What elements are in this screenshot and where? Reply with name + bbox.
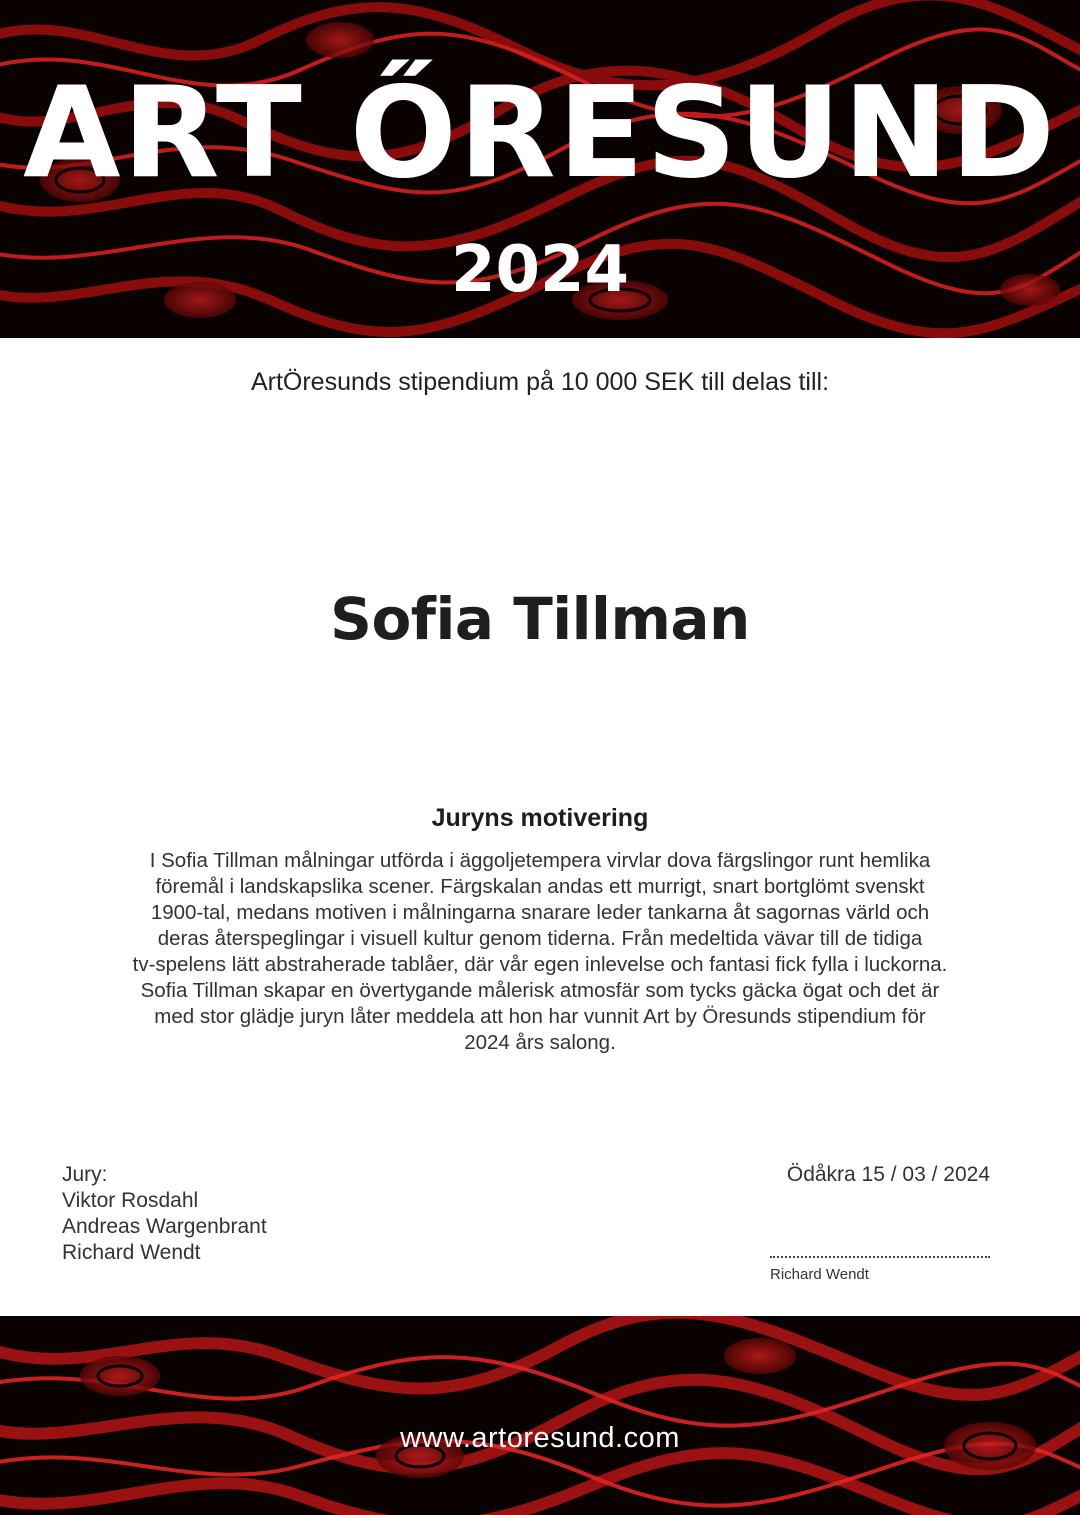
motivation-line: 2024 års salong. xyxy=(464,1031,616,1054)
motivation-line: Sofia Tillman skapar en övertygande målerisk atmosfär som tycks gäcka ögat och det är xyxy=(140,979,940,1002)
place-and-date: Ödåkra 15 / 03 / 2024 xyxy=(786,1163,990,1186)
footer-banner xyxy=(0,1316,1080,1515)
website-link[interactable]: www.artoresund.com xyxy=(400,1422,680,1454)
motivation-heading: Juryns motivering xyxy=(431,804,649,832)
signature-line xyxy=(770,1248,990,1258)
header-banner xyxy=(0,0,1080,338)
jury-member: Andreas Wargenbrant xyxy=(62,1215,267,1238)
motivation-line: tv-spelens lätt abstraherade tablåer, där vår egen inlevelse och fantasi fick fylla i luckorna. xyxy=(132,953,948,976)
scholarship-intro: ArtÖresunds stipendium på 10 000 SEK till delas till: xyxy=(250,368,830,396)
motivation-line: med stor glädje juryn låter meddela att hon har vunnit Art by Öresunds stipendium för xyxy=(154,1005,926,1028)
marbled-pattern xyxy=(0,1316,1080,1515)
jury-member: Richard Wendt xyxy=(62,1241,201,1264)
event-year: 2024 xyxy=(450,233,630,307)
jury-list xyxy=(62,1162,267,1266)
jury-member: Viktor Rosdahl xyxy=(62,1189,199,1212)
motivation-line: föremål i landskapslika scener. Färgskalan andas ett murrigt, snart bortglömt svenskt xyxy=(155,875,925,898)
motivation-text xyxy=(70,848,1010,1056)
event-title: ART ŐRESUND xyxy=(23,59,1057,206)
recipient-name: Sofia Tillman xyxy=(330,585,750,653)
motivation-line: I Sofia Tillman målningar utförda i äggoljetempera virvlar dova färgslingor runt hemlika xyxy=(149,849,931,872)
signature-name: Richard Wendt xyxy=(770,1266,869,1283)
motivation-line: 1900-tal, medans motiven i målningarna snarare leder tankarna åt sagornas värld och xyxy=(150,901,930,924)
jury-label: Jury: xyxy=(62,1163,108,1186)
motivation-line: deras återspeglingar i visuell kultur genom tiderna. Från medeltida vävar till de tidiga xyxy=(157,927,923,950)
